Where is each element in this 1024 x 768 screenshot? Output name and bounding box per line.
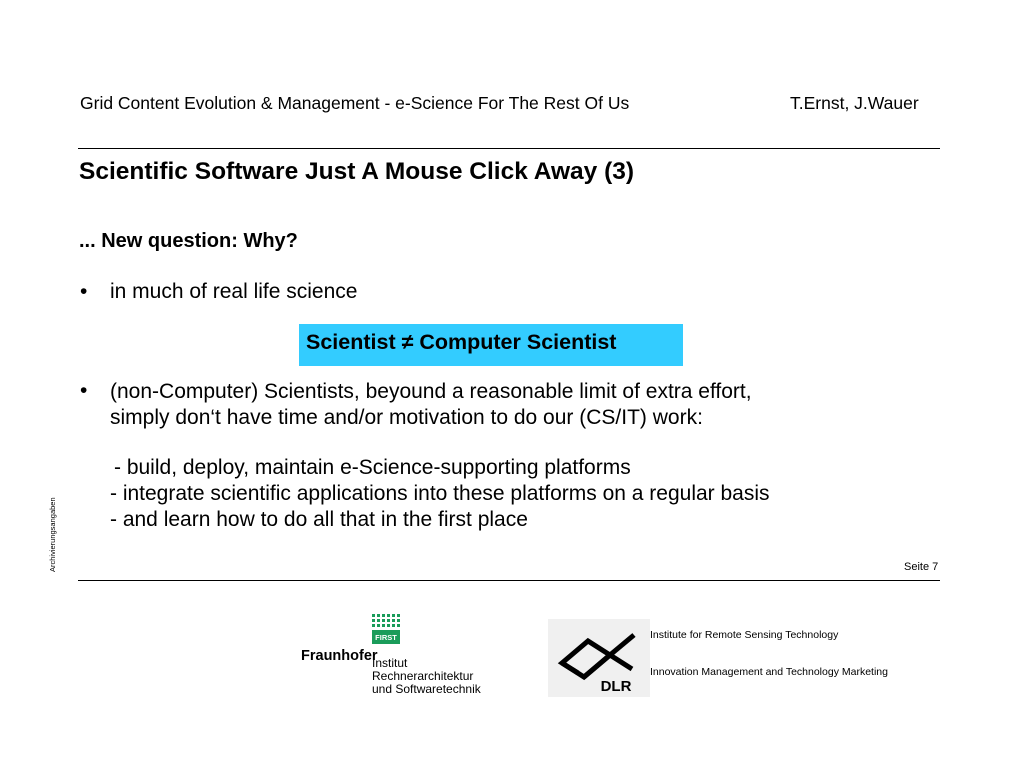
dlr-logo [548, 619, 650, 697]
slide-subheading: ... New question: Why? [79, 230, 298, 252]
header-title: Grid Content Evolution & Management - e-Science For The Rest Of Us [80, 93, 630, 113]
highlight-callout: Scientist ≠ Computer Scientist [299, 324, 683, 366]
bullet-item-2-line-1: (non-Computer) Scientists, beyound a reasonable limit of extra effort, [110, 380, 752, 403]
fraunhofer-first-logo-icon [372, 614, 400, 644]
bullet-marker: • [80, 280, 88, 303]
header-authors: T.Ernst, J.Wauer [790, 93, 919, 113]
dlr-logo-icon [548, 619, 650, 697]
page-number: Seite 7 [904, 561, 939, 573]
header-divider [78, 148, 940, 149]
fraunhofer-wordmark: Fraunhofer [301, 648, 378, 664]
sub-item-1: - build, deploy, maintain e-Science-supporting platforms [114, 456, 631, 479]
bullet-item-2 [110, 379, 752, 431]
sub-item-2: - integrate scientific applications into these platforms on a regular basis [110, 482, 770, 505]
dlr-logo-text: DLR [600, 678, 632, 695]
archive-note: Archivierungsangaben [48, 497, 57, 572]
dlr-department-line: Innovation Management and Technology Marketing [650, 666, 888, 678]
dlr-institute-line: Institute for Remote Sensing Technology [650, 629, 839, 641]
fraunhofer-line-3: und Softwaretechnik [372, 682, 481, 696]
bullet-marker: • [80, 379, 88, 402]
footer-divider [78, 580, 940, 581]
fraunhofer-line-1: Institut [372, 656, 408, 670]
fraunhofer-institute-name [372, 657, 481, 696]
fraunhofer-line-2: Rechnerarchitektur [372, 669, 474, 683]
sub-item-3: - and learn how to do all that in the first place [110, 508, 528, 531]
bullet-item-2-line-2: simply don‘t have time and/or motivation to do our (CS/IT) work: [110, 406, 703, 429]
first-badge-text: FIRST [375, 633, 397, 642]
bullet-item-1: in much of real life science [110, 280, 358, 303]
slide-title: Scientific Software Just A Mouse Click Away (3) [79, 158, 635, 185]
